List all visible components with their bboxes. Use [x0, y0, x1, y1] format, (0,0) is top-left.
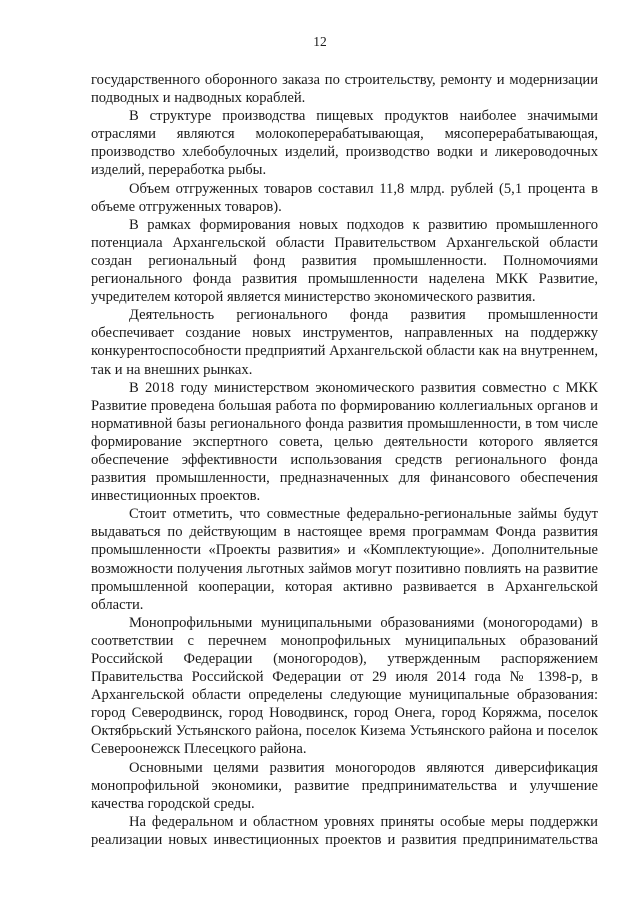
paragraph-monotowns: Монопрофильными муниципальными образованиями (моногородами) в соответствии с перечнем монопрофильных муниципальных образований Российской Федерации (моногородов), утвержденным распоряжением Правительства Российской Федерации от 29 июля 2014 года № 1398-р, в Архангельской области определены следующие муниципальные образования: город Северодвинск, город Новодвинск, город Онега, город Коряжма, поселок Октябрьский Устьянского района, поселок Кизема Устьянского района и поселок Североонежск Плесецкого района.: [91, 614, 598, 758]
page-number: 12: [313, 34, 327, 49]
paragraph-support-measures: На федеральном и областном уровнях приняты особые меры поддержки реализации новых инвестиционных проектов и развития предпринимательства: [91, 813, 598, 848]
paragraph-industry-fund: В рамках формирования новых подходов к развитию промышленного потенциала Архангельской области Правительством Архангельской области создан региональный фонд развития промышленности. Полномочиями регионального фонда развития промышленности наделена МКК Развитие, учредителем которой является министерство экономического развития.: [91, 216, 598, 306]
paragraph-1-continued: государственного оборонного заказа по строительству, ремонту и модернизации подводных и надводных кораблей.: [91, 72, 598, 107]
paragraph-2018-work: В 2018 году министерством экономического развития совместно с МКК Развитие проведена большая работа по формированию коллегиальных органов и нормативной базы регионального фонда развития промышленности, в том числе формирование экспертного совета, целью деятельности которого является обеспечение эффективности использования средств регионального фонда развития промышленности, предназначенных для финансового обеспечения инвестиционных проектов.: [91, 379, 598, 505]
paragraph-fund-activity: Деятельность регионального фонда развития промышленности обеспечивает создание новых инструментов, направленных на поддержку конкурентоспособности предприятий Архангельской области как на внутреннем, так и на внешних рынках.: [91, 307, 598, 378]
document-body: [91, 71, 598, 849]
paragraph-loans: Стоит отметить, что совместные федерально-региональные займы будут выдаваться по действующим в настоящее время программам Фонда развития промышленности «Проекты развития» и «Комплектующие». Дополнительные возможности получения льготных займов могут позитивно повлиять на развитие промышленной кооперации, которая активно развивается в Архангельской области.: [91, 506, 598, 613]
paragraph-shipped-goods: Объем отгруженных товаров составил 11,8 млрд. рублей (5,1 процента в объеме отгруженных товаров).: [91, 180, 598, 215]
paragraph-food-industry: В структуре производства пищевых продуктов наиболее значимыми отраслями являются молокоперерабатывающая, мясоперерабатывающая, производство хлебобулочных изделий, производство водки и ликероводочных изделий, переработка рыбы.: [91, 108, 598, 179]
paragraph-monotown-goals: Основными целями развития моногородов являются диверсификация монопрофильной экономики, развитие предпринимательства и улучшение качества городской среды.: [91, 759, 598, 812]
